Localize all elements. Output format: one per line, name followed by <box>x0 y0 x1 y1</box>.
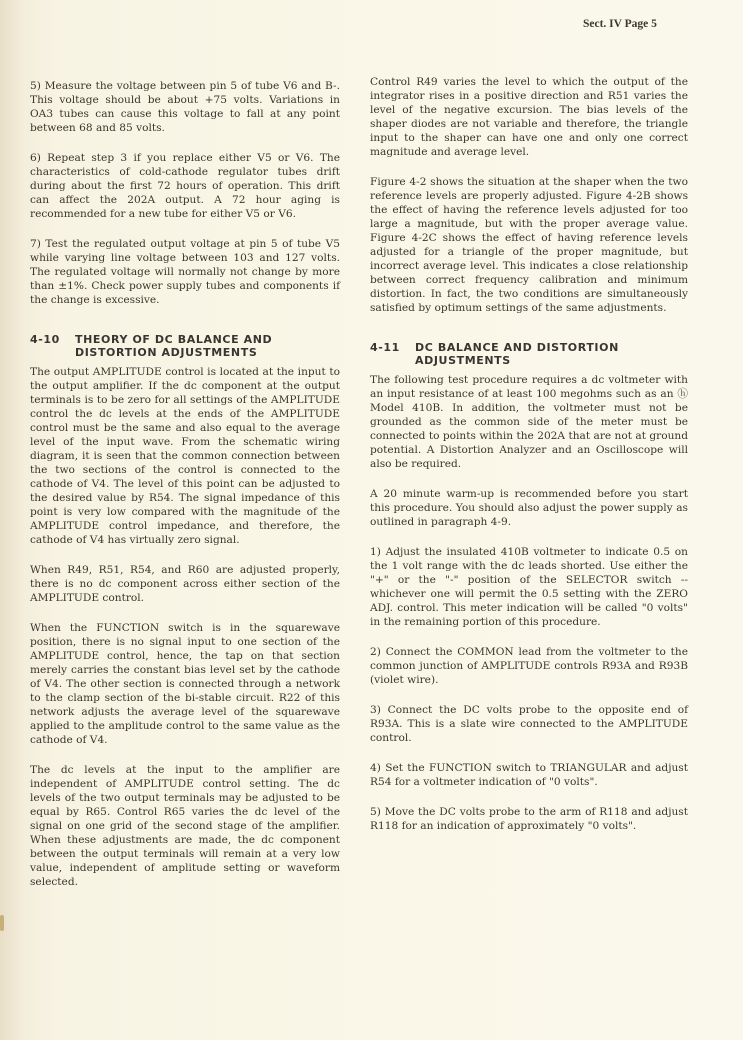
body-paragraph: The following test procedure requires a dc voltmeter with an input resistance of at least 100 megohms such as an ⓗ Model 410B. In addition, the voltmeter must not be grounded as the common side of the meter must be connected to points within the 202A that are not at ground potential. A Distortion Analyzer and an Oscilloscope will also be required. <box>370 374 688 470</box>
left-column <box>30 79 340 905</box>
step-6-paragraph: 6) Repeat step 3 if you replace either V5 or V6. The characteristics of cold-cathode regulator tubes drift during about the first 72 hours of operation. This drift can affect the 202A output. A 72 hour aging is recommended for a new tube for either V5 or V6. <box>30 152 340 220</box>
section-title: DC BALANCE AND DISTORTION ADJUSTMENTS <box>415 341 619 367</box>
step-5-paragraph: 5) Measure the voltage between pin 5 of tube V6 and B-. This voltage should be about +75 volts. Variations in OA3 tubes can cause this voltage to fall at any point between 68 and 85 volts. <box>30 80 340 134</box>
body-paragraph: A 20 minute warm-up is recommended before you start this procedure. You should also adjust the power supply as outlined in paragraph 4-9. <box>370 488 688 528</box>
right-column <box>370 75 688 849</box>
procedure-step: 3) Connect the DC volts probe to the opposite end of R93A. This is a slate wire connected to the AMPLITUDE control. <box>370 704 688 744</box>
section-number: 4-10 <box>30 333 60 346</box>
step-7-paragraph: 7) Test the regulated output voltage at pin 5 of tube V5 while varying line voltage between 103 and 127 volts. The regulated voltage will normally not change by more than ±1%. Check power supply tubes and components if the change is excessive. <box>30 238 340 306</box>
body-paragraph: The output AMPLITUDE control is located at the input to the output amplifier. If the dc component at the output terminals is to be zero for all settings of the AMPLITUDE control the dc levels at the ends of the AMPLITUDE control must be the same and also equal to the average level of the input wave. From the schematic wiring diagram, it is seen that the common connection between the two sections of the control is connected to the cathode of V4. The level of this point can be adjusted to the desired value by R54. The signal impedance of this point is very low compared with the magnitude of the AMPLITUDE control impedance, and therefore, the cathode of V4 has virtually zero signal. <box>30 366 340 546</box>
section-heading-4-10 <box>30 333 340 359</box>
section-number: 4-11 <box>370 341 400 354</box>
procedure-step: 5) Move the DC volts probe to the arm of R118 and adjust R118 for an indication of approximately "0 volts". <box>370 806 688 832</box>
body-paragraph: Figure 4-2 shows the situation at the shaper when the two reference levels are properly adjusted. Figure 4-2B shows the effect of having the reference levels adjusted for too large a magnitude, but with the proper average value. Figure 4-2C shows the effect of having reference levels adjusted for a triangle of the proper magnitude, but incorrect average level. This indicates a close relationship between correct frequency calibration and minimum distortion. In fact, the two conditions are simultaneously satisfied by optimum settings of the same adjustments. <box>370 176 688 314</box>
body-paragraph: When the FUNCTION switch is in the squarewave position, there is no signal input to one section of the AMPLITUDE control, hence, the tap on that section merely carries the constant bias level set by the cathode of V4. The other section is connected through a network to the clamp section of the bi-stable circuit. R22 of this network adjusts the average level of the squarewave applied to the amplitude control to the same value as the cathode of V4. <box>30 622 340 746</box>
section-heading-4-11 <box>370 341 688 367</box>
body-paragraph: The dc levels at the input to the amplifier are independent of AMPLITUDE control setting. The dc levels of the two output terminals may be adjusted to be equal by R65. Control R65 varies the dc level of the signal on one grid of the second stage of the amplifier. When these adjustments are made, the dc component between the output terminals will remain at a very low value, independent of amplitude setting or waveform selected. <box>30 764 340 888</box>
binding-mark <box>0 915 4 931</box>
procedure-step: 2) Connect the COMMON lead from the voltmeter to the common junction of AMPLITUDE controls R93A and R93B (violet wire). <box>370 646 688 686</box>
section-title: THEORY OF DC BALANCE AND DISTORTION ADJUSTMENTS <box>75 333 273 359</box>
procedure-step: 1) Adjust the insulated 410B voltmeter to indicate 0.5 on the 1 volt range with the dc leads shorted. Use either the "+" or the "-" position of the SELECTOR switch -- whichever one will permit the 0.5 setting with the ZERO ADJ. control. This meter indication will be called "0 volts" in the remaining portion of this procedure. <box>370 546 688 628</box>
page-header: Sect. IV Page 5 <box>583 18 657 30</box>
procedure-step: 4) Set the FUNCTION switch to TRIANGULAR and adjust R54 for a voltmeter indication of "0 volts". <box>370 762 688 788</box>
body-paragraph: Control R49 varies the level to which the output of the integrator rises in a positive direction and R51 varies the level of the negative excursion. The bias levels of the shaper diodes are not variable and therefore, the triangle input to the shaper can have one and only one correct magnitude and average level. <box>370 76 688 158</box>
body-paragraph: When R49, R51, R54, and R60 are adjusted properly, there is no dc component across either section of the AMPLITUDE control. <box>30 564 340 604</box>
